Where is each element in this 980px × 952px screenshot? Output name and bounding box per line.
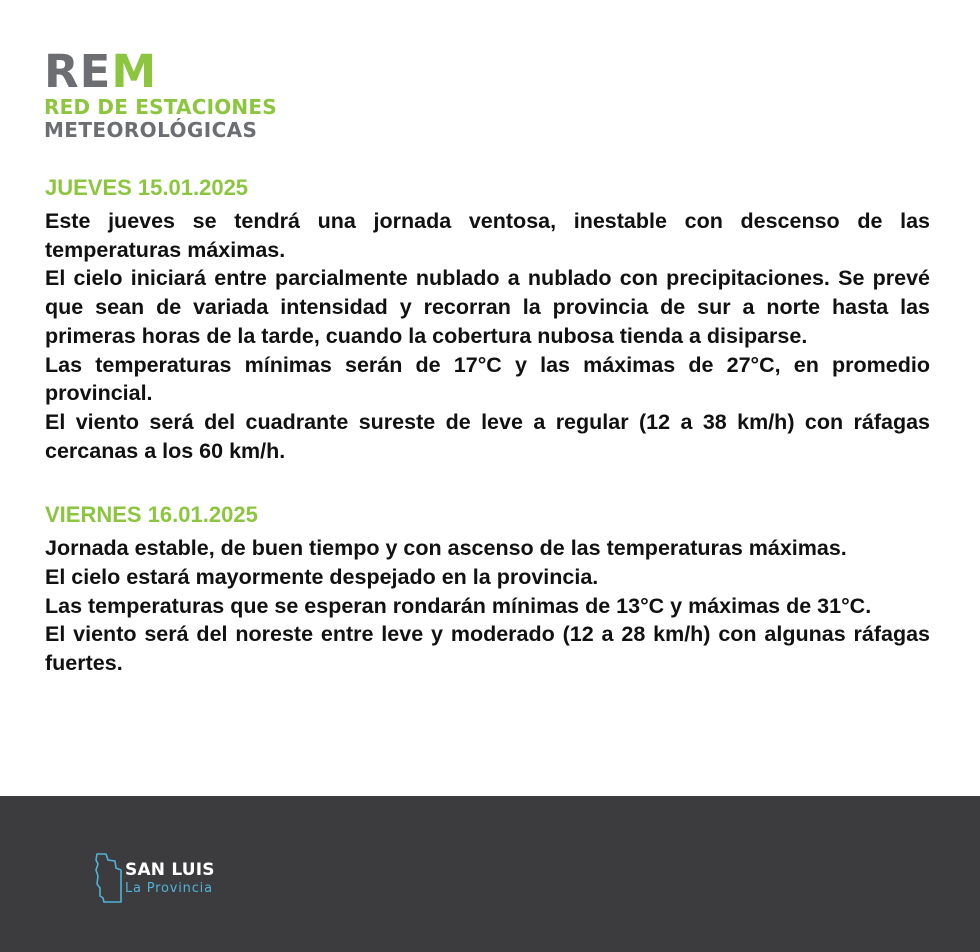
day-forecast-thursday [45, 175, 930, 465]
day-title: JUEVES 15.01.2025 [45, 175, 249, 200]
logo-mark [44, 45, 344, 98]
brand-subtitle: La Provincia [125, 881, 213, 896]
forecast-paragraph: El cielo estará mayormente despejado en la provincia. [45, 565, 599, 590]
day-forecast-friday [45, 502, 930, 678]
san-luis-province-outline-icon [94, 852, 124, 908]
brand-title: SAN LUIS [125, 860, 215, 880]
logo-mark-m: M [111, 45, 158, 98]
forecast-paragraph: El viento será del noreste entre leve y moderado (12 a 28 km/h) con algunas ráfagas fuertes. [45, 622, 930, 676]
footer-bar [0, 796, 980, 952]
forecast-paragraph: Las temperaturas que se esperan rondarán mínimas de 13°C y máximas de 31°C. [45, 593, 872, 618]
forecast-content [45, 175, 930, 678]
logo-mark-re: RE [44, 45, 112, 98]
rem-logo [44, 45, 344, 142]
day-title: VIERNES 16.01.2025 [45, 502, 258, 528]
forecast-paragraph: Este jueves se tendrá una jornada ventosa, inestable con descenso de las temperaturas máximas. [45, 209, 930, 262]
san-luis-logo [94, 852, 254, 908]
logo-subtitle-line1: RED DE ESTACIONES [44, 95, 277, 119]
forecast-paragraph: El viento será del cuadrante sureste de leve a regular (12 a 38 km/h) con ráfagas cercanas a los 60 km/h. [45, 409, 930, 463]
forecast-paragraph: El cielo iniciará entre parcialmente nublado a nublado con precipitaciones. Se prevé que sean de variada intensidad y recorran la provincia de sur a norte hasta las primeras horas de la tarde, cuando la cobertura nubosa tienda a disiparse. [45, 266, 930, 348]
forecast-paragraph: Las temperaturas mínimas serán de 17°C y las máximas de 27°C, en promedio provincial. [45, 352, 930, 406]
logo-subtitle-line2: METEOROLÓGICAS [44, 118, 258, 142]
forecast-paragraph: Jornada estable, de buen tiempo y con ascenso de las temperaturas máximas. [45, 536, 847, 561]
